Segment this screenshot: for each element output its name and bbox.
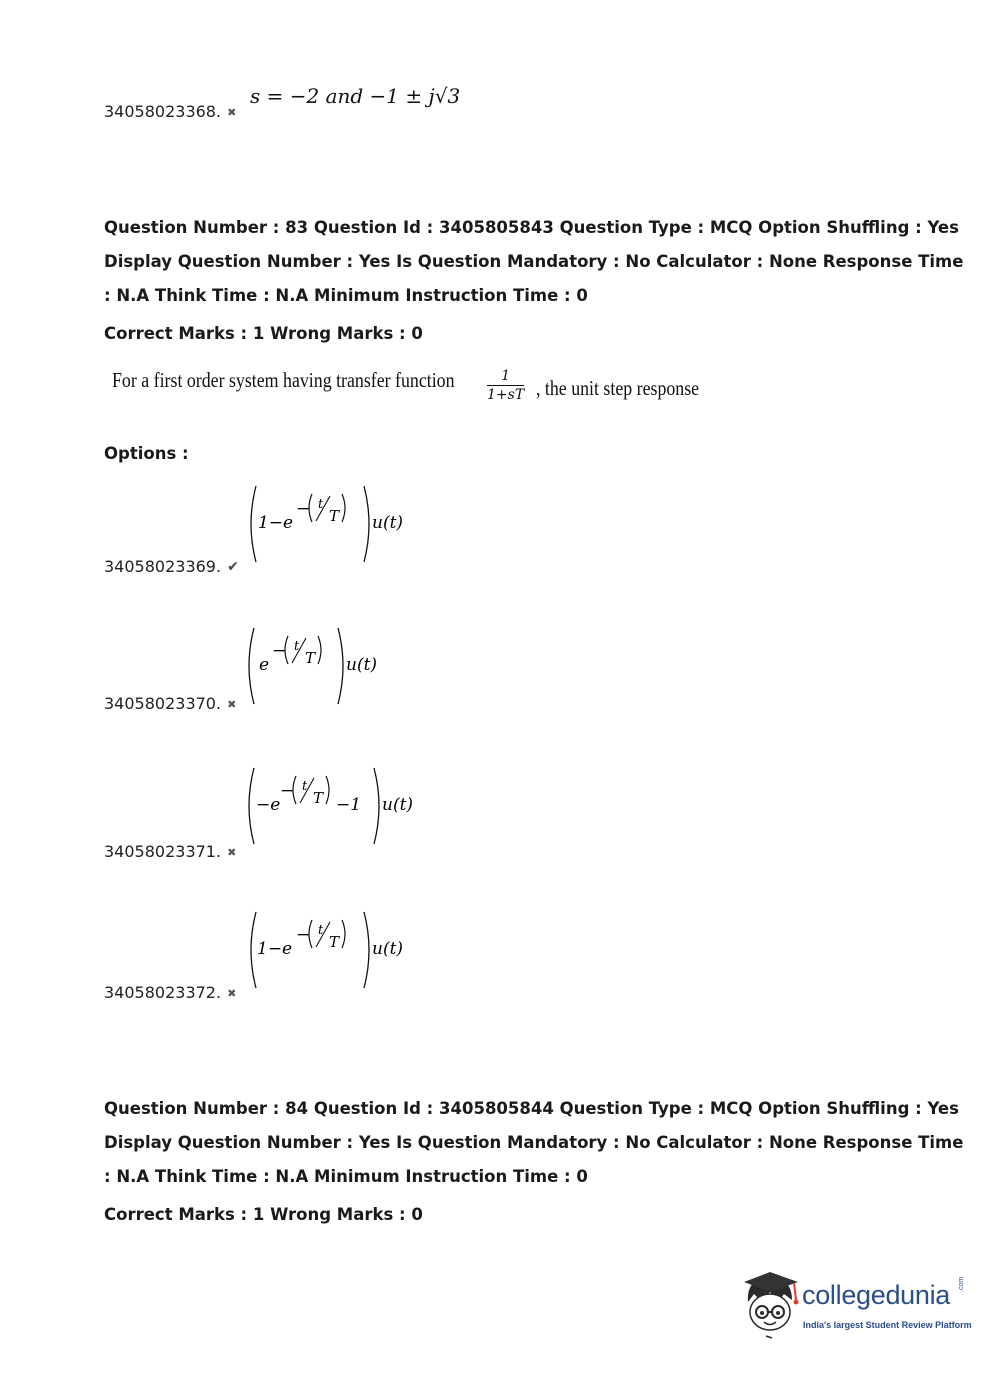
meta-line: Question Number : 83 Question Id : 3405805843 Question Type : MCQ Option Shuffling : Yes — [104, 218, 959, 237]
option-formula — [244, 762, 434, 856]
wrong-mark-icon: ✖ — [227, 698, 237, 711]
exp-minus: − — [296, 499, 311, 519]
logo-tagline: India's largest Student Review Platform — [803, 1320, 972, 1330]
option-row — [104, 694, 236, 713]
formula-post: u(t) — [382, 795, 414, 815]
option-row — [104, 983, 236, 1002]
exp-minus: − — [272, 641, 287, 661]
formula-pre: 1−e — [257, 939, 293, 959]
transfer-function — [487, 368, 524, 403]
option-id: 34058023370. — [104, 694, 222, 713]
formula-post: u(t) — [372, 513, 404, 533]
option-id: 34058023371. — [104, 842, 222, 861]
exp-minus: − — [296, 925, 311, 945]
question-83-marks: Correct Marks : 1 Wrong Marks : 0 — [104, 324, 423, 343]
option-row — [104, 557, 239, 576]
question-83-meta — [104, 211, 964, 313]
correct-mark-icon: ✔ — [227, 559, 239, 575]
option-id: 34058023369. — [104, 557, 222, 576]
meta-line: : N.A Think Time : N.A Minimum Instruction Time : 0 — [104, 1167, 588, 1186]
question-84-meta — [104, 1092, 964, 1194]
option-expression: s = −2 and −1 ± j√3 — [250, 84, 461, 108]
exp-t: t — [294, 639, 300, 654]
exp-T: T — [329, 933, 340, 951]
option-row — [104, 842, 236, 861]
collegedunia-logo[interactable] — [740, 1272, 980, 1342]
question-text-after: , the unit step response — [536, 376, 700, 400]
exp-t: t — [318, 497, 324, 512]
option-formula — [244, 478, 424, 574]
formula-svg — [244, 762, 434, 852]
formula-svg — [244, 622, 404, 712]
meta-line: Question Number : 84 Question Id : 3405805844 Question Type : MCQ Option Shuffling : Yes — [104, 1099, 959, 1118]
formula-svg — [244, 478, 424, 570]
tf-denominator: 1+sT — [487, 387, 525, 403]
formula-pre: e — [259, 655, 270, 675]
formula-pre: 1−e — [258, 513, 294, 533]
formula-post: u(t) — [372, 939, 404, 959]
formula-mid: −1 — [336, 795, 362, 815]
exp-T: T — [329, 507, 340, 525]
formula-svg — [244, 904, 424, 996]
question-text-before: For a first order system having transfer function — [112, 367, 455, 392]
exp-T: T — [313, 789, 324, 807]
formula-pre: −e — [256, 795, 281, 815]
option-formula — [244, 622, 404, 716]
option-id: 34058023368. — [104, 102, 222, 121]
exp-minus: − — [280, 781, 295, 801]
logo-suffix: .com — [958, 1276, 965, 1292]
option-formula — [244, 904, 424, 1000]
meta-line: Display Question Number : Yes Is Question Mandatory : No Calculator : None Response Time — [104, 252, 964, 271]
formula-post: u(t) — [346, 655, 378, 675]
option-id: 34058023372. — [104, 983, 222, 1002]
meta-line: : N.A Think Time : N.A Minimum Instruction Time : 0 — [104, 286, 588, 305]
exp-t: t — [302, 779, 308, 794]
exp-T: T — [305, 649, 316, 667]
question-83-text — [112, 366, 515, 393]
mascot-icon — [740, 1272, 802, 1342]
meta-line: Display Question Number : Yes Is Question Mandatory : No Calculator : None Response Time — [104, 1133, 964, 1152]
option-row-prev — [104, 102, 236, 121]
wrong-mark-icon: ✖ — [227, 106, 237, 119]
logo-name: collegedunia — [802, 1280, 951, 1310]
question-84-marks: Correct Marks : 1 Wrong Marks : 0 — [104, 1205, 423, 1224]
options-label: Options : — [104, 444, 189, 463]
exp-t: t — [318, 923, 324, 938]
wrong-mark-icon: ✖ — [227, 987, 237, 1000]
wrong-mark-icon: ✖ — [227, 846, 237, 859]
tf-numerator: 1 — [487, 368, 524, 386]
